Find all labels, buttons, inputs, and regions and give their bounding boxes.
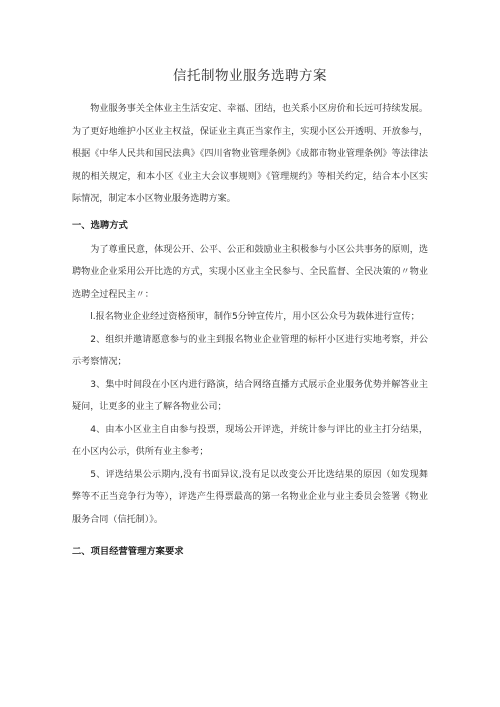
section-1-step-4: 4、由本小区业主自由参与投票，现场公开评选，并统计参与评比的业主打分结果，在小区内公示，供所有业主参考； bbox=[72, 424, 428, 457]
section-2-heading: 二、项目经营管理方案要求 bbox=[72, 546, 184, 557]
section-1-step-1: l.报名物业企业经过资格预审，制作5分钟宣传片，用小区公众号为载体进行宣传； bbox=[90, 312, 420, 322]
intro-paragraph: 物业服务事关全体业主生活安定、幸福、团结，也关系小区房价和长远可持续发展。为了更好地维护小区业主权益，保证业主真正当家作主，实现小区公开透明、开放参与，根据《中华人民共和国民法典》《四川省物业管理条例》《成都市物业管理条例》等法律法规的相关规定，和本小区《业主大会议事规则》《管理规约》等相关约定，结合本小区实际情况，制定本小区物业服务选聘方案。 bbox=[72, 104, 428, 204]
section-1-intro: 为了尊重民意，体现公开、公平、公正和鼓励业主积极参与小区公共事务的原则，选聘物业企业采用公开比选的方式，实现小区业主全民参与、全民监督、全民决策的〃物业选聘全过程民主〃： bbox=[72, 244, 428, 300]
section-1-step-2: 2、组织并邀请愿意参与的业主到报名物业企业管理的标杆小区进行实地考察，并公示考察情况； bbox=[72, 334, 428, 367]
section-1-step-5: 5、评选结果公示期内,没有书面异议,没有足以改变公开比选结果的原因（如发现舞弊等不正当竞争行为等），评选产生得票最高的第一名物业企业与业主委员会签署《物业服务合同（信托制）》。 bbox=[72, 469, 428, 525]
document-title: 信托制物业服务选聘方案 bbox=[173, 68, 327, 84]
section-1-heading: 一、选聘方式 bbox=[72, 219, 128, 231]
section-1-step-3: 3、集中时间段在小区内进行路演，结合网络直播方式展示企业服务优势并解答业主疑问，让更多的业主了解各物业公司； bbox=[72, 379, 428, 412]
